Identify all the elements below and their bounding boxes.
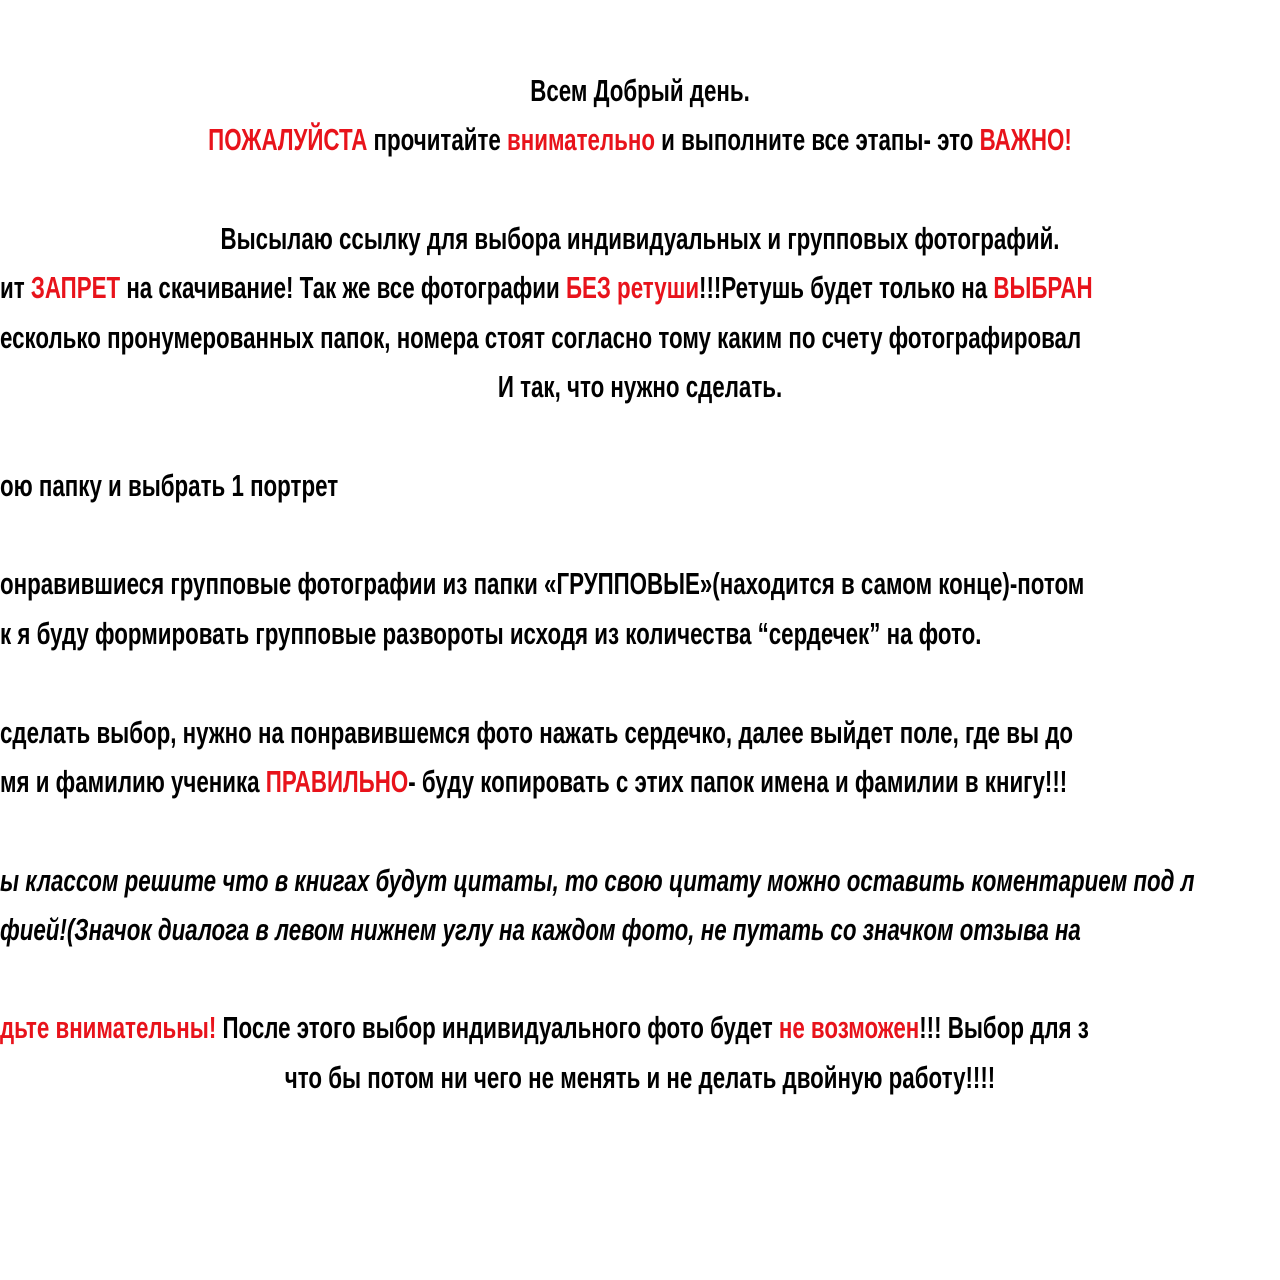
each-photo-emphasis: на каждом фото, [499,912,695,947]
warning-text-2: !!! Выбор для з [919,1010,1089,1045]
step-quote-text-2a: фией!(Значок диалога в левом нижнем углу [0,912,500,947]
folders-line [0,318,1081,358]
step-choose-line-1 [0,713,1073,753]
step-choose-text-2a: мя и фамилию ученика [0,764,266,799]
ban-text-1: ит [0,270,31,305]
greeting-text: Всем Добрый день. [530,73,750,108]
intro-text-1: прочитайте [367,122,508,157]
no-retouch-emphasis: БЕЗ ретуши [565,270,700,305]
step-quote-text-2b: не путать со значком отзыва на [694,912,1081,947]
warning-line-1 [0,1008,1089,1048]
step-group-line-2 [0,614,981,654]
please-emphasis: ПОЖАЛУЙСТА [208,122,368,157]
ban-text-3: !!!Ретушь будет только на [699,270,994,305]
warning-line-2 [285,1058,995,1098]
important-emphasis: ВАЖНО! [979,122,1072,157]
ban-text-2: на скачивание! Так же все фотографии [120,270,566,305]
step-quote-line-1 [0,861,1195,901]
download-ban-line [0,268,1093,308]
correctly-emphasis: ПРАВИЛЬНО [265,764,409,799]
step-quote-text-1: ы классом решите что в книгах будут цитаты, то свою цитату можно оставить коментарием под л [0,863,1195,898]
so-text: И так, что нужно сделать. [497,369,783,404]
step-group-text-2: к я буду формировать групповые развороты исходя из количества “сердечек” на фото. [0,616,982,651]
step-quote-line-2 [0,910,1081,950]
carefully-emphasis: внимательно [507,122,655,157]
step-choose-line-2 [0,762,1067,802]
be-careful-emphasis: дьте внимательны! [0,1010,217,1045]
step-choose-text-2b: - буду копировать с этих папок имена и фамилии в книгу!!! [408,764,1068,799]
link-text: Высылаю ссылку для выбора индивидуальных и групповых фотографий. [220,221,1060,256]
step-group-text-1: онравившиеся групповые фотографии из папки «ГРУППОВЫЕ»(находится в самом конце)-потом [0,566,1085,601]
impossible-emphasis: не возможен [778,1010,920,1045]
ban-emphasis: ЗАПРЕТ [30,270,121,305]
step-group-line-1 [0,564,1084,604]
selected-emphasis: ВЫБРАН [993,270,1093,305]
so-line [498,367,782,407]
intro-line [208,120,1072,160]
step-portrait-text: ою папку и выбрать 1 портрет [0,468,339,503]
folders-text: есколько пронумерованных папок, номера стоят согласно тому каким по счету фотографировал [0,320,1082,355]
intro-text-2: и выполните все этапы- это [654,122,980,157]
step-portrait-line [0,466,338,506]
greeting-line [530,71,750,111]
step-choose-text-1: сделать выбор, нужно на понравившемся фото нажать сердечко, далее выйдет поле, где вы до [0,715,1074,750]
warning-text-3: что бы потом ни чего не менять и не делать двойную работу!!!! [284,1060,996,1095]
link-line [220,219,1059,259]
warning-text-1: После этого выбор индивидуального фото будет [216,1010,779,1045]
